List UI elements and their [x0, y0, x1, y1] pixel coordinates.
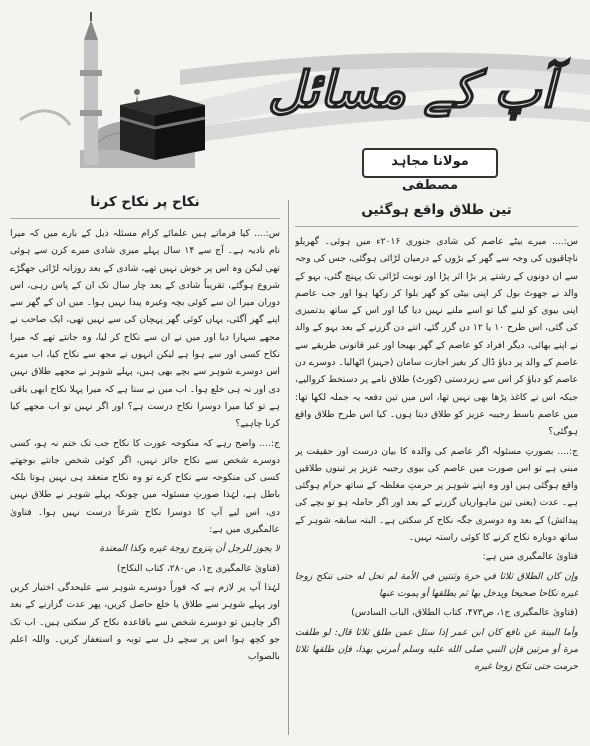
arabic-quote: وأما البينة عن نافع كان ابن عمر إذا سئل عمن طلق ثلاثا قال: لو طلقت مرة أو مرتين فإن النبي صلى الله عليه وسلم أمرني بهذا، فإن طلقها ثلاثا حرمت حتى تنكح زوجا غيره	[295, 626, 578, 673]
reference-citation: (فتاویٰ عالمگیری ج۱، ص۲۸۰، کتاب النکاح)	[116, 562, 280, 574]
article-heading: نکاح پر نکاح کرنا	[10, 190, 280, 219]
article-heading: تین طلاق واقع ہوگئیں	[295, 198, 578, 227]
question-paragraph: س:.... کیا فرماتے ہیں علمائے کرام مسئلہ ذیل کے بارے میں کہ میرا نام نادیہ ہے۔ آج سے ۱۴ سال پہلے میری شادی میرے کزن سے ہوئی تھی لیکن وہ اس پر خوش نہیں تھے، شادی کے بعد روزانہ لڑائی جھگڑے شروع ہوگئے، تقریباً شادی کے بعد چار سال تک ان کے پاس رہی، اس دوران میرا ان سے کوئی بچہ وغیرہ پیدا نہیں ہوا۔ میں ان کے گھر سے اپنے گھر آگئی، یہاں کوئی گھر پہچان کی سے نہیں تھی، ایک صاحب نے مجھے سہارا دیا اور میں نے ان سے نکاح کر لیا، وہ جانتے تھے کہ میرا نکاح کسی اور سے ہوا ہے لیکن انہوں نے مجھ سے نکاح کیا، اب میرے اس دوسرے شوہر سے بچے بھی ہیں، پہلے شوہر نے مجھے طلاق نہیں دی اور نہ ہی خلع ہوا۔ اب میں نے سنا ہے کہ میرا پہلا نکاح ابھی باقی ہے تو کیا میرا دوسرا نکاح درست ہے؟ اور اگر نہیں تو اب مجھے کیا کرنا چاہیے؟	[10, 228, 280, 430]
page-header	[0, 0, 590, 193]
kaaba-icon	[120, 95, 205, 160]
reference-citation: (فتاویٰ عالمگیری ج۱، ص۴۷۳، کتاب الطلاق، الباب السادس)	[351, 607, 578, 619]
arabic-quote: وإن كان الطلاق ثلاثا في حرة وثنتين في الأمة لم تحل له حتى تنكح زوجا غيره نكاحا صحيحا ويدخل بها ثم يطلقها أو يموت عنها	[295, 570, 578, 599]
arabic-quote: لا يجوز للرجل أن يتزوج زوجة غيره وكذا المعتدة	[99, 543, 280, 555]
answer-paragraph: ج:.... واضح رہے کہ منکوحہ عورت کا نکاح جب تک ختم نہ ہو، کسی دوسرے شخص سے نکاح جائز نہیں، اگر کوئی شخص جانتے بوجھتے کسی کی منکوحہ سے نکاح کرے تو وہ نکاح منعقد ہی نہیں ہوتا بلکہ باطل ہے، لہٰذا صورتِ مسئولہ میں چونکہ پہلے شوہر نے طلاق نہیں دی، اس لیے آپ کا دوسرا نکاح شرعاً درست نہیں ہوا۔ فتاویٰ عالمگیری میں ہے:	[10, 437, 280, 536]
page-title: آپ کے مسائل	[267, 60, 555, 119]
answer-conclusion: لہٰذا آپ پر لازم ہے کہ فوراً دوسرے شوہر سے علیحدگی اختیار کریں اور پہلے شوہر سے طلاق یا خلع حاصل کریں، پھر عدت گزارنے کے بعد اگر چاہیں تو دوسرے شخص سے باقاعدہ نکاح کر سکتی ہیں۔ اب تک جو کچھ ہوا اس پر سچے دل سے توبہ و استغفار کریں۔ واللہ اعلم بالصواب	[10, 581, 280, 663]
column-divider	[288, 200, 289, 735]
answer-paragraph: ج:.... بصورتِ مسئولہ اگر عاصم کی والدہ کا بیان درست اور حقیقت پر مبنی ہے تو اس صورت میں عاصم کی بیوی رجیبہ عزیز پر تینوں طلاقیں واقع ہوگئی ہیں اور وہ اپنے شوہر پر حرمتِ مغلظہ کے ساتھ حرام ہوگئی ہے۔ عدت (یعنی تین ماہواریاں گزرنے کے بعد اور اگر حاملہ ہو تو بچے کی پیدائش) کے بعد وہ دوسری جگہ نکاح کر سکتی ہے۔ البتہ سابقہ شوہر کے ساتھ دوبارہ نکاح کرنے کا کوئی راستہ نہیں۔	[295, 445, 578, 544]
question-paragraph: س:.... میرے بیٹے عاصم کی شادی جنوری ۲۰۱۶ء میں ہوئی۔ گھریلو ناچاقیوں کی وجہ سے گھر کے بڑوں کے درمیان لڑائی ہوگئی، جس کی وجہ سے ان دونوں کے رشتے پر بڑا اثر پڑا اور نوبت لڑائی تک پہنچ گئی، بہو کے والد نے جھوٹ بول کر اپنی بیٹی کو گھر بلوا کر رکھا ہوا اور جب عاصم اپنی بیوی کو لینے گیا تو اسے ملنے نہیں دیا گیا اور اس کے ساتھ بدتمیزی کی گئی، اس طرح ۱۰ یا ۱۲ دن گزر گئے، اتنے دن گزرنے کے بعد بہو کے والد نے اپنے بھائی، دیگر افراد کو عاصم کے گھر بھیجا اور غیر قانونی طریقے سے عاصم کے والد پر دباؤ ڈال کر بغیر اجازت سامان (جہیز) اٹھالیا۔ دوسرے دن عاصم کو دباؤ کر اس سے زبردستی (کورٹ) طلاق نامے پر دستخط کروالیے، جبکہ اس نے کاغذ پڑھا بھی نہیں تھا، اس میں تین دفعہ یہ جملہ لکھا تھا: میں عاصم باسط رجیبہ عزیز کو طلاق دیتا ہوں۔ کیا اس طرح طلاق واقع ہوگئی؟	[295, 236, 578, 438]
article-triple-talaq	[295, 190, 578, 742]
article-nikah-on-nikah	[10, 190, 280, 742]
author-badge: مولانا مجاہد مصطفی	[362, 148, 498, 178]
reference-intro: فتاویٰ عالمگیری میں ہے:	[482, 551, 578, 563]
